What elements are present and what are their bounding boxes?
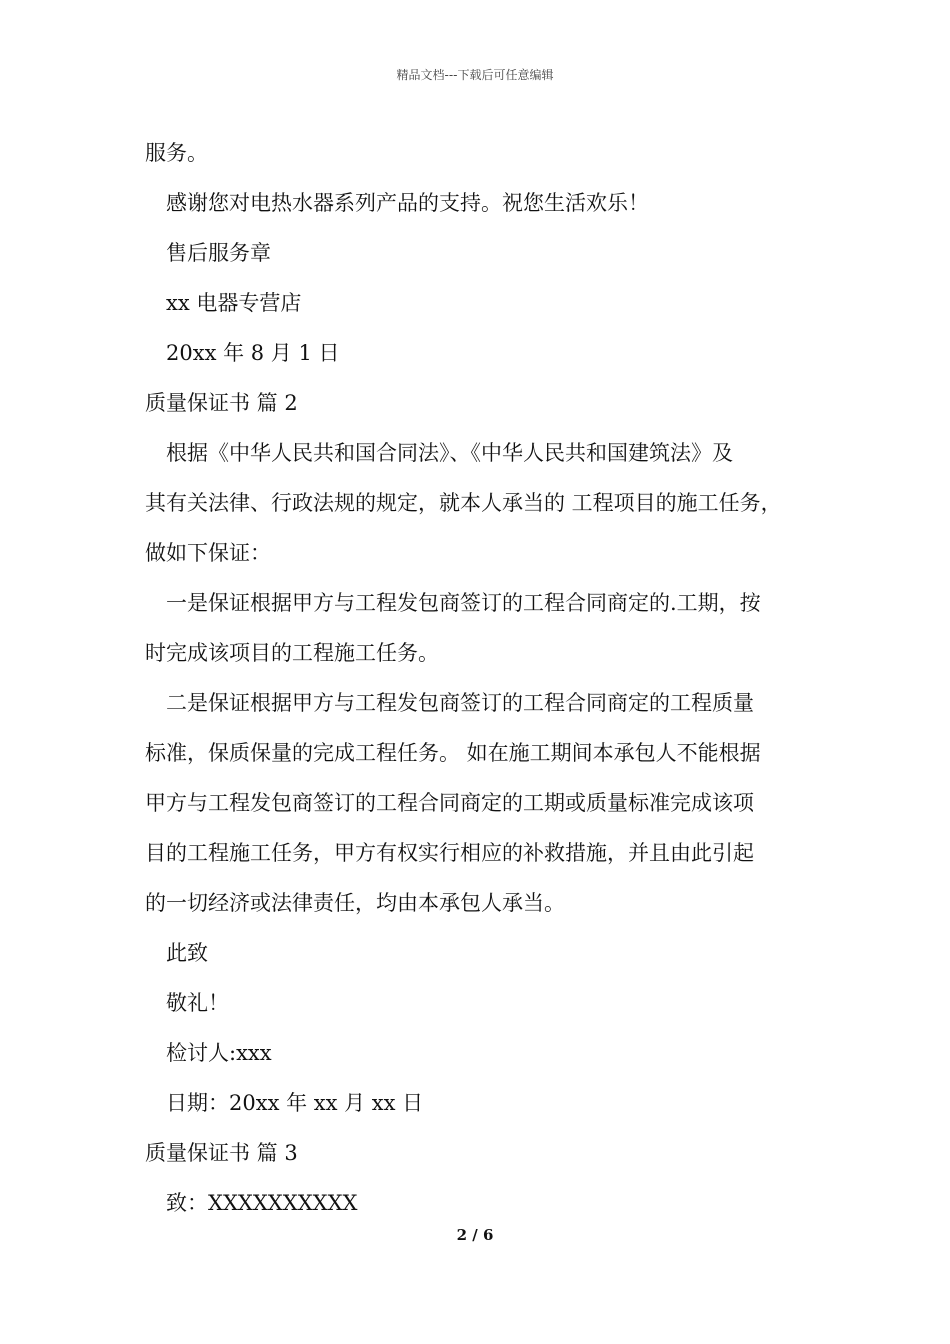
paragraph-line: 感谢您对电热水器系列产品的支持。祝您生活欢乐！ bbox=[166, 191, 649, 215]
paragraph-line: 做如下保证： bbox=[145, 541, 271, 565]
paragraph-line: 的一切经济或法律责任，均由本承包人承当。 bbox=[145, 891, 565, 915]
signer-line: 检讨人:xxx bbox=[166, 1041, 272, 1065]
closing-line: 此致 bbox=[166, 941, 208, 965]
section-heading: 质量保证书 篇 2 bbox=[145, 391, 298, 415]
paragraph-line: 甲方与工程发包商签订的工程合同商定的工期或质量标准完成该项 bbox=[145, 791, 754, 815]
date-line: 日期：20xx 年 xx 月 xx 日 bbox=[166, 1091, 424, 1115]
paragraph-line: 根据《中华人民共和国合同法》、《中华人民共和国建筑法》及 bbox=[166, 441, 733, 465]
paragraph-line: 标准，保质保量的完成工程任务。 如在施工期间本承包人不能根据 bbox=[145, 741, 761, 765]
paragraph-line: 目的工程施工任务，甲方有权实行相应的补救措施，并且由此引起 bbox=[145, 841, 754, 865]
paragraph-line: 二是保证根据甲方与工程发包商签订的工程合同商定的工程质量 bbox=[166, 691, 754, 715]
section-heading: 质量保证书 篇 3 bbox=[145, 1141, 298, 1165]
closing-line: 敬礼！ bbox=[166, 991, 229, 1015]
page-header: 精品文档---下载后可任意编辑 bbox=[396, 68, 554, 82]
signature-store-line: xx 电器专营店 bbox=[166, 291, 302, 315]
signature-date-line: 20xx 年 8 月 1 日 bbox=[166, 341, 340, 365]
paragraph-line: 一是保证根据甲方与工程发包商签订的工程合同商定的.工期，按 bbox=[166, 591, 761, 615]
paragraph-line: 服务。 bbox=[145, 141, 208, 165]
document-body bbox=[145, 128, 815, 1228]
paragraph-line: 时完成该项目的工程施工任务。 bbox=[145, 641, 439, 665]
recipient-line: 致：XXXXXXXXXX bbox=[166, 1191, 358, 1215]
signature-seal-line: 售后服务章 bbox=[166, 241, 271, 265]
paragraph-line: 其有关法律、行政法规的规定，就本人承当的 工程项目的施工任务， bbox=[145, 491, 782, 515]
page-number: 2 / 6 bbox=[456, 1226, 494, 1244]
